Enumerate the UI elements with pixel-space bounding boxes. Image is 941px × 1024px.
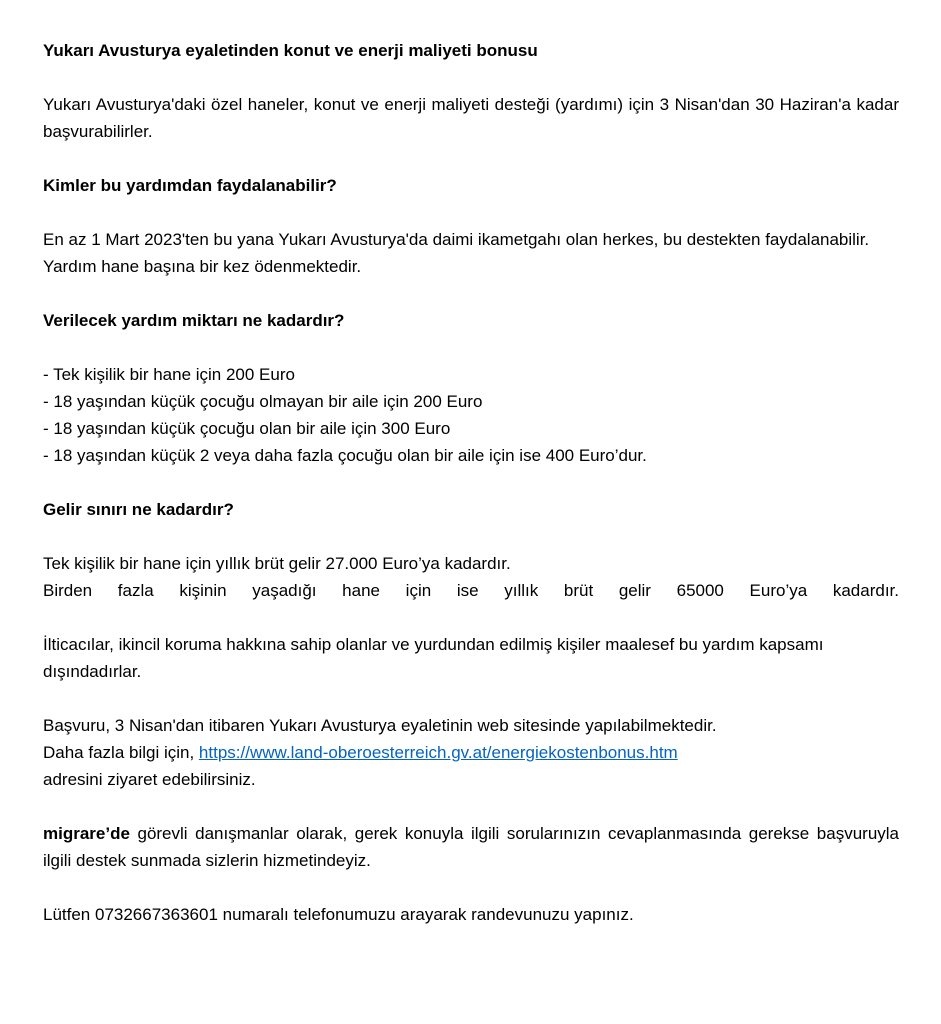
more-info-prefix: Daha fazla bilgi için, bbox=[43, 743, 199, 762]
support-paragraph bbox=[43, 820, 899, 874]
closing-text: Lütfen 0732667363601 numaralı telefonumuzu arayarak randevunuzu yapınız. bbox=[43, 905, 634, 924]
amount-heading: Verilecek yardım miktarı ne kadardır? bbox=[43, 311, 345, 330]
more-info-line bbox=[43, 739, 899, 766]
visit-text: adresini ziyaret edebilirsiniz. bbox=[43, 770, 256, 789]
application-text: Başvuru, 3 Nisan'dan itibaren Yukarı Avusturya eyaletinin web sitesinde yapılabilmektedir. bbox=[43, 716, 717, 735]
who-payment-text: Yardım hane başına bir kez ödenmektedir. bbox=[43, 257, 362, 276]
exclusion-paragraph: İlticacılar, ikincil koruma hakkına sahip olanlar ve yurdundan edilmiş kişiler maalesef bu yardım kapsamı dışındadırlar. bbox=[43, 635, 824, 681]
income-multi-text: Birden fazla kişinin yaşadığı hane için ise yıllık brüt gelir 65000 Euro’ya kadardır. bbox=[43, 581, 899, 600]
amount-item: - 18 yaşından küçük çocuğu olan bir aile için 300 Euro bbox=[43, 419, 451, 438]
amount-item: - Tek kişilik bir hane için 200 Euro bbox=[43, 365, 295, 384]
support-text: görevli danışmanlar olarak, gerek konuyla ilgili sorularınızın cevaplanmasında gerekse başvuruyla ilgili destek sunmada sizlerin hizmetindeyiz. bbox=[43, 824, 899, 870]
amount-item: - 18 yaşından küçük 2 veya daha fazla çocuğu olan bir aile için ise 400 Euro’dur. bbox=[43, 446, 647, 465]
website-link[interactable]: https://www.land-oberoesterreich.gv.at/energiekostenbonus.htm bbox=[198, 743, 678, 762]
who-heading: Kimler bu yardımdan faydalanabilir? bbox=[43, 176, 337, 195]
who-eligibility-text: En az 1 Mart 2023'ten bu yana Yukarı Avusturya'da daimi ikametgahı olan herkes, bu destekten faydalanabilir. bbox=[43, 230, 870, 249]
amount-item: - 18 yaşından küçük çocuğu olmayan bir aile için 200 Euro bbox=[43, 392, 483, 411]
organization-name: migrare’de bbox=[43, 824, 130, 843]
income-single-text: Tek kişilik bir hane için yıllık brüt gelir 27.000 Euro’ya kadardır. bbox=[43, 554, 511, 573]
document-page bbox=[43, 37, 899, 928]
document-title: Yukarı Avusturya eyaletinden konut ve enerji maliyeti bonusu bbox=[43, 41, 538, 60]
intro-paragraph: Yukarı Avusturya'daki özel haneler, konut ve enerji maliyeti desteği (yardımı) için 3 Nisan'dan 30 Haziran'a kadar başvurabilirler. bbox=[43, 95, 899, 141]
income-heading: Gelir sınırı ne kadardır? bbox=[43, 500, 234, 519]
